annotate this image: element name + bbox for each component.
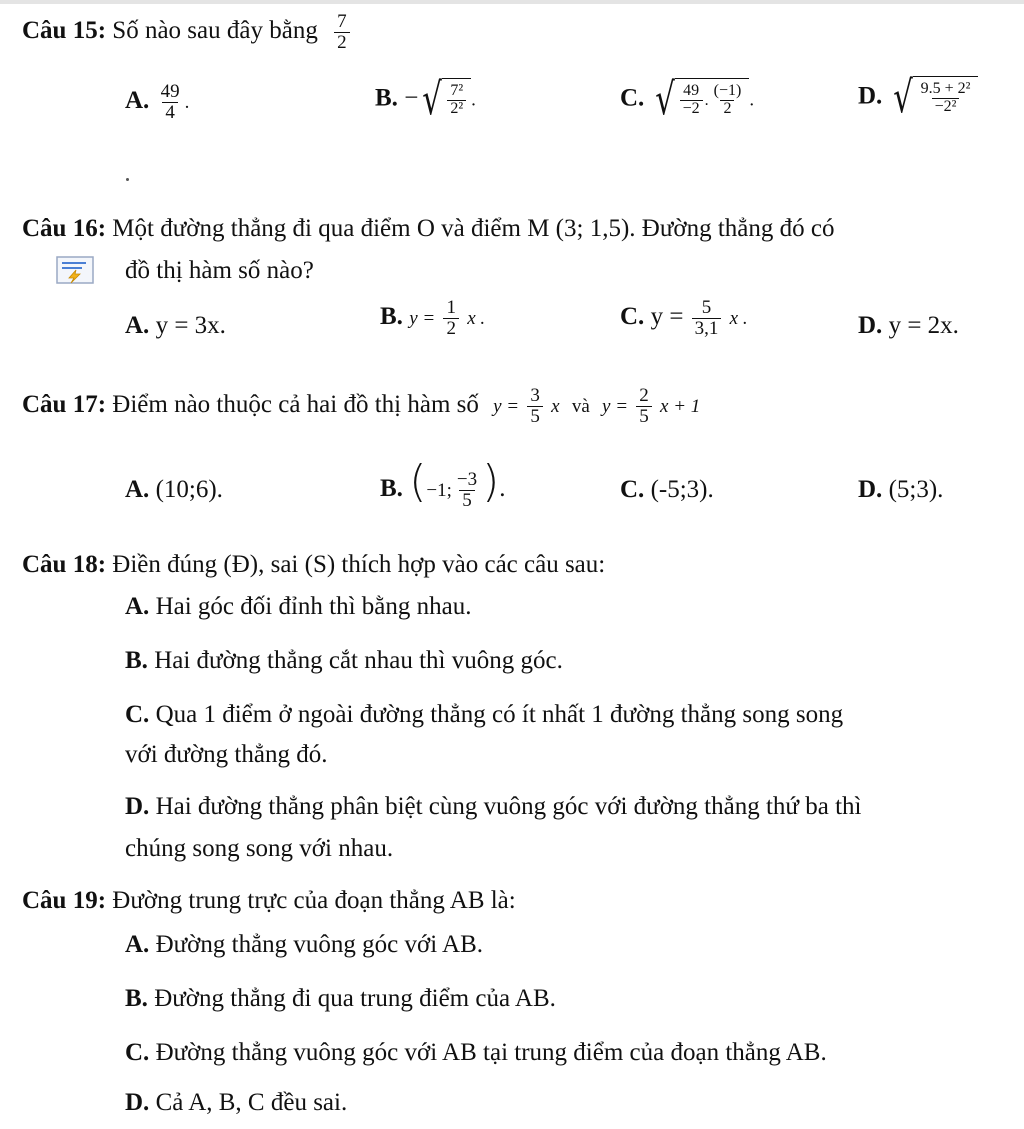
question-18-stem: Câu 18: Điền đúng (Đ), sai (S) thích hợp vào các câu sau: <box>22 551 606 578</box>
question-label: Câu 15: <box>22 17 107 45</box>
item-18-a: A. Hai góc đối đỉnh thì bằng nhau. <box>125 593 472 620</box>
item-18-d-cont: chúng song song với nhau. <box>125 835 394 862</box>
question-16-stem: Câu 16: Một đường thẳng đi qua điểm O và điểm M (3; 1,5). Đường thẳng đó có <box>22 215 835 242</box>
option-15-c: C. √ $\frac{49}{-2}$ . $\frac{(-1)}{2}$ . <box>620 74 755 125</box>
item-18-d: D. Hai đường thẳng phân biệt cùng vuông góc với đường thẳng thứ ba thì <box>125 793 862 820</box>
option-19-a: A. Đường thẳng vuông góc với AB. <box>125 931 484 958</box>
sqrt: √ $\frac{49}{-2}$ . $\frac{(-1)}{2}$ <box>651 78 750 122</box>
option-15-a: A. $\frac{49}{4}$ . <box>125 81 190 123</box>
item-18-c: C. Qua 1 điểm ở ngoài đường thẳng có ít nhất 1 đường thẳng song song <box>125 701 844 728</box>
option-17-d: D. (5;3). <box>858 476 944 503</box>
fraction-7-2: $\frac{7}{2}$ <box>334 12 350 53</box>
sqrt: √ $\frac{\text{7²}}{\text{2²}}$ <box>418 78 471 122</box>
item-18-c-cont: với đường thẳng đó. <box>125 741 328 768</box>
option-16-c: C. y = $\frac{5}{3,1}$ x . <box>620 297 748 339</box>
question-15-stem <box>22 12 352 53</box>
sqrt: √ $\frac{\text{9.5 + 2²}}{\text{−2²}}$ <box>889 76 979 120</box>
option-16-a: A. y = 3x. <box>125 312 226 339</box>
top-border <box>0 0 1024 4</box>
option-16-b: B. y = $\frac{1}{2}$ x . <box>380 297 486 339</box>
stray-dot <box>126 178 129 181</box>
option-15-b: B. − √ $\frac{\text{7²}}{\text{2²}}$ . <box>375 74 476 125</box>
option-19-b: B. Đường thẳng đi qua trung điểm của AB. <box>125 985 556 1012</box>
option-17-a: A. (10;6). <box>125 476 223 503</box>
option-16-d: D. y = 2x. <box>858 312 959 339</box>
question-19-stem: Câu 19: Đường trung trực của đoạn thẳng AB là: <box>22 887 516 914</box>
option-17-b: B. (−1; $\frac{-3}{5}$ ). <box>380 456 506 511</box>
note-icon[interactable] <box>56 256 94 284</box>
option-17-c: C. (-5;3). <box>620 476 714 503</box>
option-15-d: D. √ $\frac{\text{9.5 + 2²}}{\text{−2²}}$ <box>858 76 978 120</box>
question-17-stem: Câu 17: Điểm nào thuộc cả hai đồ thị hàm số y = $\frac{3}{5}$ x và y = $\frac{2}{5}$ x + 1 <box>22 385 701 427</box>
question-16-stem-2: đồ thị hàm số nào? <box>125 257 314 284</box>
option-19-d: D. Cả A, B, C đều sai. <box>125 1089 348 1116</box>
question-text: Số nào sau đây bằng <box>112 17 318 45</box>
item-18-b: B. Hai đường thẳng cắt nhau thì vuông góc. <box>125 647 563 674</box>
option-19-c: C. Đường thẳng vuông góc với AB tại trung điểm của đoạn thẳng AB. <box>125 1039 827 1066</box>
